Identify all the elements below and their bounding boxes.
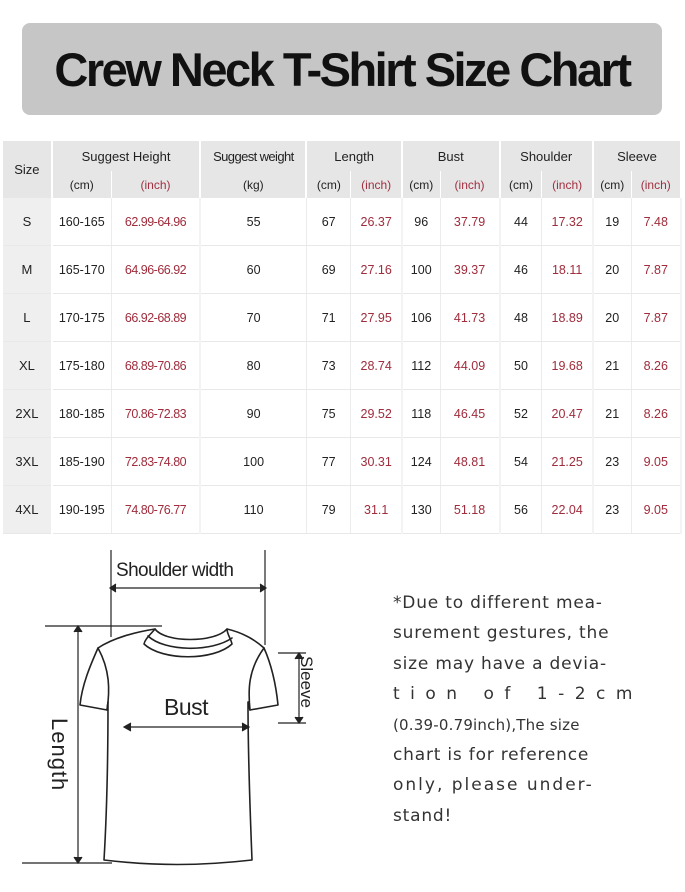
tshirt-collar-rib: [148, 636, 232, 648]
length-header: Length: [306, 141, 401, 171]
note-line: tion of 1-2cm: [393, 684, 643, 705]
table-cell: 190-195: [52, 486, 111, 534]
table-cell: 19.68: [542, 342, 593, 390]
table-cell: 48.81: [440, 438, 499, 486]
note-line: stand!: [393, 805, 453, 826]
unit-header: (cm): [306, 171, 351, 198]
table-cell: 180-185: [52, 390, 111, 438]
table-cell: 54: [500, 438, 542, 486]
note-line: (0.39-0.79inch),The size: [393, 715, 580, 734]
unit-header: (inch): [111, 171, 200, 198]
size-cell: 4XL: [3, 486, 52, 534]
note-line: only, please under-: [393, 775, 594, 796]
table-cell: 23: [593, 486, 631, 534]
shoulder-header: Shoulder: [500, 141, 593, 171]
table-cell: 160-165: [52, 198, 111, 246]
table-cell: 21: [593, 342, 631, 390]
table-cell: 62.99-64.96: [111, 198, 200, 246]
table-cell: 8.26: [631, 342, 681, 390]
table-cell: 50: [500, 342, 542, 390]
note-line: surement gestures, the: [393, 623, 610, 644]
table-cell: 48: [500, 294, 542, 342]
table-cell: 7.87: [631, 294, 681, 342]
table-cell: 70.86-72.83: [111, 390, 200, 438]
table-cell: 165-170: [52, 246, 111, 294]
table-cell: 31.1: [351, 486, 402, 534]
table-cell: 17.32: [542, 198, 593, 246]
unit-header: (cm): [52, 171, 111, 198]
table-cell: 41.73: [440, 294, 499, 342]
table-cell: 51.18: [440, 486, 499, 534]
unit-header: (inch): [351, 171, 402, 198]
table-cell: 80: [200, 342, 306, 390]
unit-header: (cm): [500, 171, 542, 198]
tshirt-diagram: [0, 540, 360, 880]
table-cell: 29.52: [351, 390, 402, 438]
table-cell: 77: [306, 438, 351, 486]
sleeve-header: Sleeve: [593, 141, 681, 171]
disclaimer-note: [393, 588, 673, 831]
table-cell: 18.89: [542, 294, 593, 342]
weight-header: Suggest weight: [200, 141, 306, 171]
table-cell: 20.47: [542, 390, 593, 438]
unit-header: (cm): [593, 171, 631, 198]
table-row: [3, 486, 681, 534]
table-cell: 106: [402, 294, 440, 342]
table-cell: 66.92-68.89: [111, 294, 200, 342]
page-title: Crew Neck T-Shirt Size Chart: [54, 42, 630, 96]
bust-label: Bust: [164, 694, 209, 720]
table-cell: 8.26: [631, 390, 681, 438]
table-cell: 39.37: [440, 246, 499, 294]
table-cell: 175-180: [52, 342, 111, 390]
unit-header: (inch): [631, 171, 681, 198]
table-cell: 90: [200, 390, 306, 438]
table-body: [3, 198, 681, 534]
table-cell: 71: [306, 294, 351, 342]
size-cell: L: [3, 294, 52, 342]
table-cell: 64.96-66.92: [111, 246, 200, 294]
unit-header: (inch): [542, 171, 593, 198]
table-cell: 170-175: [52, 294, 111, 342]
size-table: [3, 141, 682, 534]
table-cell: 56: [500, 486, 542, 534]
tshirt-outline: [80, 629, 278, 865]
size-cell: S: [3, 198, 52, 246]
unit-header: (kg): [200, 171, 306, 198]
table-cell: 52: [500, 390, 542, 438]
size-header: Size: [3, 141, 52, 198]
bust-header: Bust: [402, 141, 500, 171]
table-cell: 20: [593, 246, 631, 294]
table-cell: 118: [402, 390, 440, 438]
table-cell: 18.11: [542, 246, 593, 294]
table-cell: 27.95: [351, 294, 402, 342]
table-cell: 9.05: [631, 486, 681, 534]
table-row: [3, 390, 681, 438]
table-cell: 60: [200, 246, 306, 294]
table-cell: 27.16: [351, 246, 402, 294]
sleeve-label: Sleeve: [297, 656, 316, 708]
unit-header: (inch): [440, 171, 499, 198]
table-cell: 79: [306, 486, 351, 534]
table-cell: 100: [402, 246, 440, 294]
table-cell: 46: [500, 246, 542, 294]
table-cell: 20: [593, 294, 631, 342]
table-cell: 7.48: [631, 198, 681, 246]
table-cell: 68.89-70.86: [111, 342, 200, 390]
tshirt-seam-right: [249, 648, 264, 710]
tshirt-seam-left: [98, 648, 109, 710]
table-cell: 26.37: [351, 198, 402, 246]
table-cell: 67: [306, 198, 351, 246]
height-header: Suggest Height: [52, 141, 201, 171]
table-cell: 185-190: [52, 438, 111, 486]
table-cell: 9.05: [631, 438, 681, 486]
size-cell: XL: [3, 342, 52, 390]
table-cell: 69: [306, 246, 351, 294]
note-line: chart is for reference: [393, 745, 590, 766]
table-cell: 75: [306, 390, 351, 438]
table-cell: 21: [593, 390, 631, 438]
table-cell: 37.79: [440, 198, 499, 246]
table-cell: 44.09: [440, 342, 499, 390]
table-cell: 72.83-74.80: [111, 438, 200, 486]
table-row: [3, 246, 681, 294]
table-cell: 110: [200, 486, 306, 534]
table-cell: 100: [200, 438, 306, 486]
shoulder-width-label: Shoulder width: [116, 560, 234, 581]
table-cell: 73: [306, 342, 351, 390]
table-cell: 44: [500, 198, 542, 246]
table-cell: 74.80-76.77: [111, 486, 200, 534]
table-cell: 124: [402, 438, 440, 486]
size-cell: 3XL: [3, 438, 52, 486]
note-line: *Due to different mea-: [393, 593, 603, 613]
table-cell: 55: [200, 198, 306, 246]
table-cell: 28.74: [351, 342, 402, 390]
length-label: Length: [47, 718, 72, 792]
tshirt-collar: [155, 629, 227, 640]
table-row: [3, 198, 681, 246]
unit-header: (cm): [402, 171, 440, 198]
table-cell: 21.25: [542, 438, 593, 486]
table-cell: 22.04: [542, 486, 593, 534]
table-cell: 112: [402, 342, 440, 390]
table-row: [3, 438, 681, 486]
size-cell: 2XL: [3, 390, 52, 438]
table-row: [3, 342, 681, 390]
table-cell: 23: [593, 438, 631, 486]
table-cell: 96: [402, 198, 440, 246]
table-cell: 130: [402, 486, 440, 534]
table-cell: 7.87: [631, 246, 681, 294]
title-banner: [22, 23, 662, 115]
table-cell: 30.31: [351, 438, 402, 486]
table-cell: 19: [593, 198, 631, 246]
note-line: size may have a devia-: [393, 653, 607, 674]
size-cell: M: [3, 246, 52, 294]
table-cell: 70: [200, 294, 306, 342]
table-row: [3, 294, 681, 342]
table-cell: 46.45: [440, 390, 499, 438]
